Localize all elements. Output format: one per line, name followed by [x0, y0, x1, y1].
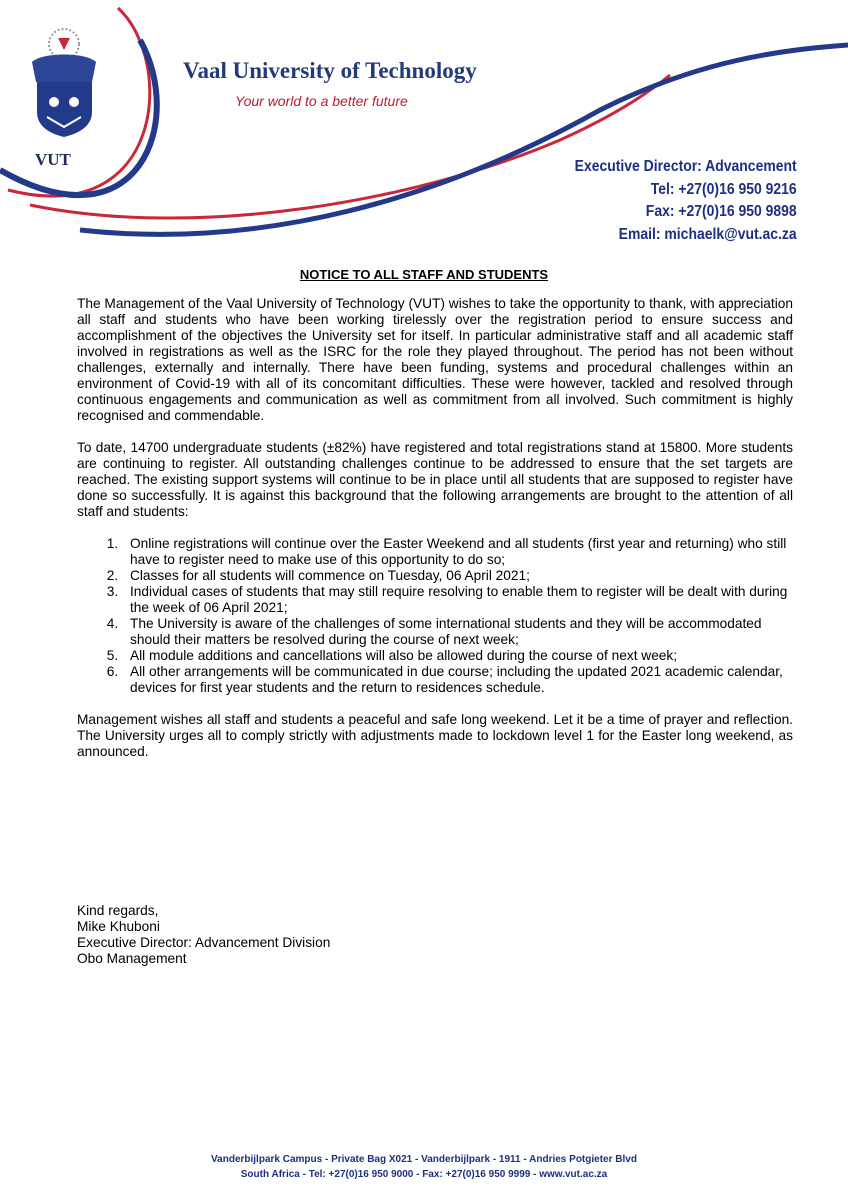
signer-position: Executive Director: Advancement Division — [77, 935, 331, 950]
vut-crest-logo — [22, 22, 107, 142]
contact-fax: Fax: +27(0)16 950 9898 — [646, 203, 797, 220]
signature-block — [77, 903, 330, 967]
signer-on-behalf: Obo Management — [77, 951, 187, 966]
contact-tel: Tel: +27(0)16 950 9216 — [651, 180, 797, 198]
logo-text: VUT — [35, 150, 71, 169]
closing-paragraph: Management wishes all staff and students a peaceful and safe long weekend. Let it be a time of prayer and reflection. The University urges all to comply strictly with adjustments made to lockdown level 1 for the Easter long weekend, as announced. — [77, 712, 793, 759]
list-item: 3. Individual cases of students that may still require resolving to enable them to register will be dealt with during the week of 06 April 2021; — [122, 584, 793, 616]
paragraph: To date, 14700 undergraduate students (±82%) have registered and total registrations stand at 15800. More students are continuing to register. All outstanding challenges continue to be addressed to ensure that the set targets are reached. The existing support systems will continue to be in place until all students that are supposed to register have done so successfully. It is against this background that the following arrangements are brought to the attention of all staff and students: — [77, 440, 793, 519]
notice-title: NOTICE TO ALL STAFF AND STUDENTS — [299, 267, 549, 282]
footer-address: Vanderbijlpark Campus - Private Bag X021 - Vanderbijlpark - 1911 - Andries Potgieter Blvd — [211, 1154, 637, 1165]
footer-contact: South Africa - Tel: +27(0)16 950 9000 - Fax: +27(0)16 950 9999 - www.vut.ac.za — [240, 1169, 608, 1180]
arrangements-list — [77, 536, 793, 696]
contact-block — [575, 156, 797, 246]
contact-title: Executive Director: Advancement — [575, 158, 797, 175]
notice-body — [77, 296, 793, 776]
contact-email: Email: michaelk@vut.ac.za — [619, 225, 797, 243]
tagline: Your world to a better future — [235, 93, 408, 109]
paragraph: The Management of the Vaal University of Technology (VUT) wishes to take the opportunity to thank, with appreciation all staff and students who have been working tirelessly over the registration period to ensure success and accomplishment of the objectives the University set for itself. In particular administrative staff and all academic staff involved in registrations as well as the ISRC for the role they played throughout. The period has not been without challenges, externally and internally. There have been funding, systems and procedural challenges within an environment of Covid-19 with all of its concomitant difficulties. These were however, tackled and resolved through continuous engagements and communication as well as commitment from all involved. Such commitment is highly recognised and commendable. — [77, 296, 793, 423]
footer — [0, 1152, 848, 1182]
list-item: 1. Online registrations will continue over the Easter Weekend and all students (first year and returning) who still have to register need to make use of this opportunity to do so; — [122, 536, 793, 568]
regards: Kind regards, — [77, 903, 159, 918]
list-item: 5. All module additions and cancellations will also be allowed during the course of next week; — [122, 648, 793, 664]
signer-name: Mike Khuboni — [77, 919, 160, 934]
university-name: Vaal University of Technology — [183, 58, 477, 83]
list-item: 2. Classes for all students will commence on Tuesday, 06 April 2021; — [122, 568, 793, 584]
list-item: 6. All other arrangements will be communicated in due course; including the updated 2021 academic calendar, devices for first year students and the return to residences schedule. — [122, 664, 793, 696]
list-item: 4. The University is aware of the challenges of some international students and they will be accommodated should their matters be resolved during the course of next week; — [122, 616, 793, 648]
